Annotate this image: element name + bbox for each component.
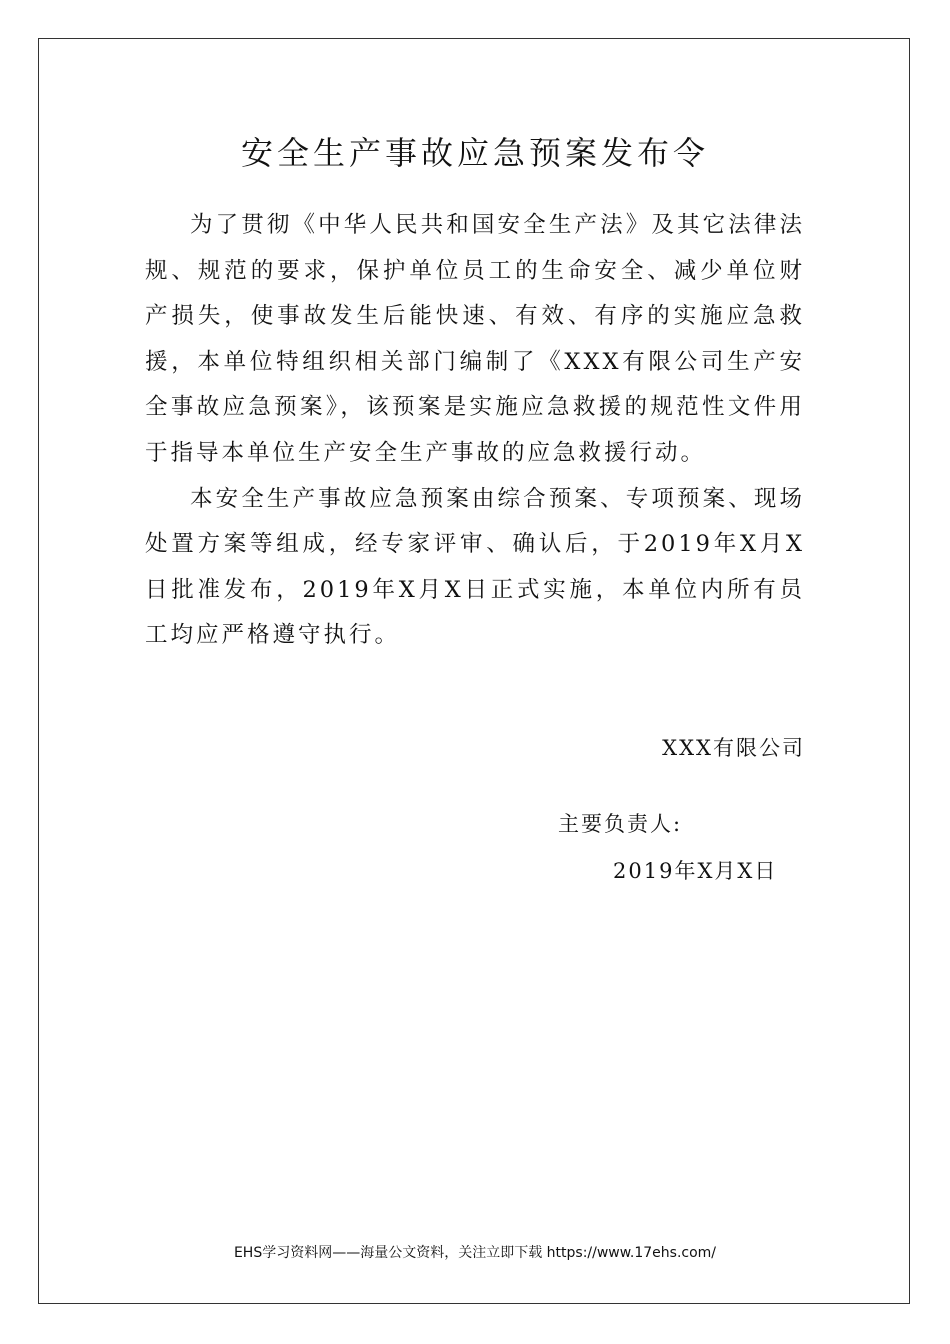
paragraph-1: 为了贯彻《中华人民共和国安全生产法》及其它法律法规、规范的要求，保护单位员工的生命安全、减少单位财产损失，使事故发生后能快速、有效、有序的实施应急救援，本单位特组织相关部门编制了《XXX有限公司生产安全事故应急预案》，该预案是实施应急救援的规范性文件用于指导本单位生产安全生产事故的应急救援行动。: [145, 212, 805, 466]
document-body: [145, 203, 805, 659]
issue-date: 2019年X月X日: [613, 859, 778, 883]
paragraph-2: 本安全生产事故应急预案由综合预案、专项预案、现场处置方案等组成，经专家评审、确认后，于2019年X月X日批准发布，2019年X月X日正式实施，本单位内所有员工均应严格遵守执行。: [145, 485, 805, 649]
footer-text: EHS学习资料网——海量公文资料，关注立即下载 https://www.17ehs.com/: [233, 1245, 717, 1261]
company-signature: XXX有限公司: [662, 736, 805, 760]
document-title: 安全生产事故应急预案发布令: [240, 134, 709, 172]
responsible-person-label: 主要负责人:: [558, 812, 683, 836]
